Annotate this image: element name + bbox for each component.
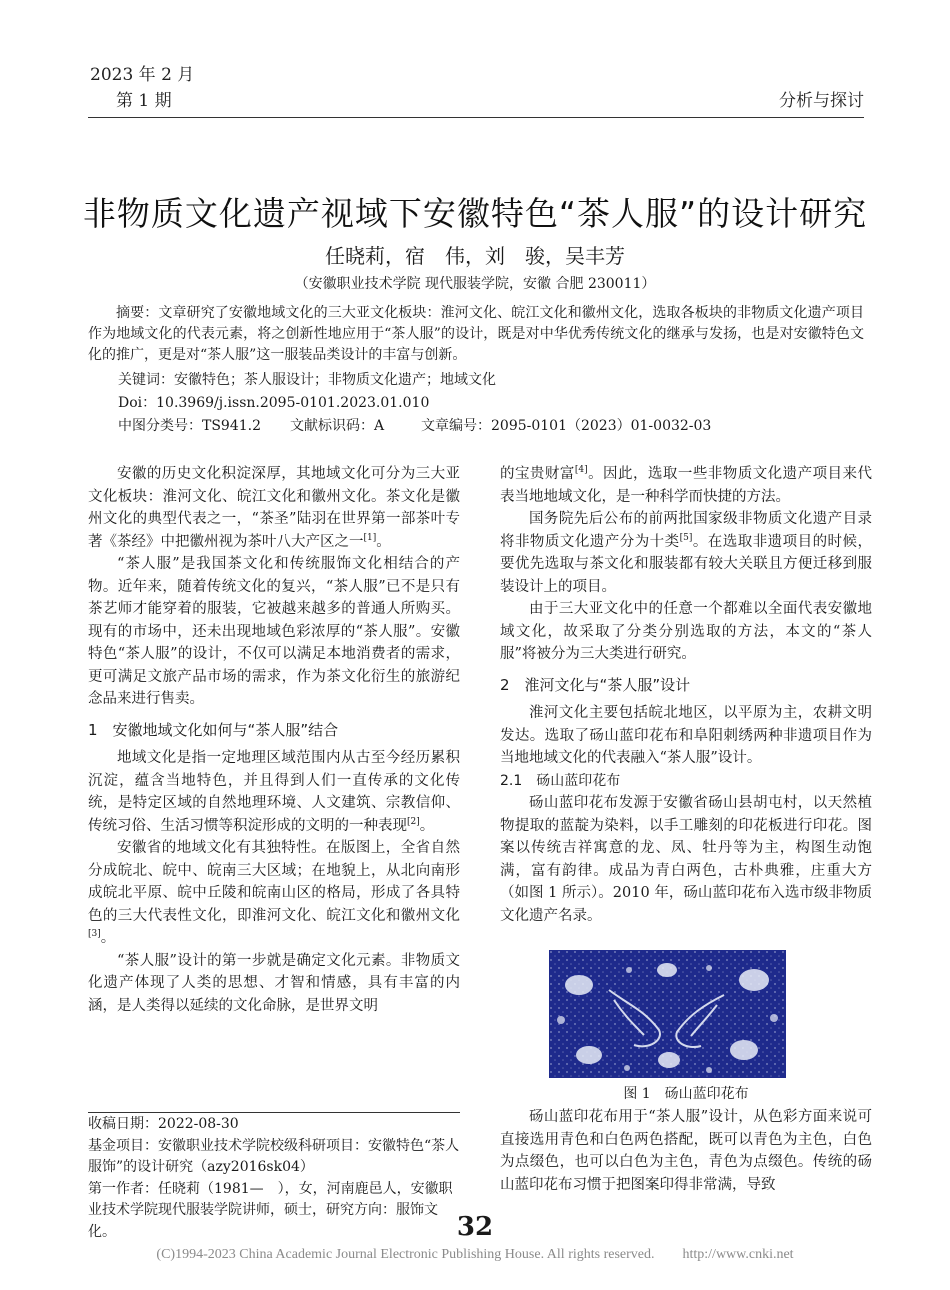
page-number: 32	[456, 1212, 494, 1242]
paragraph: 的宝贵财富[4]。因此，选取一些非物质文化遗产项目来代表当地地域文化，是一种科学而快捷的方法。	[500, 465, 872, 505]
fund-info: 基金项目：安徽职业技术学院校级科研项目：安徽特色“茶人服饰”的设计研究（azy2016sk04）	[88, 1137, 460, 1175]
paragraph: 淮河文化主要包括皖北地区，以平原为主，农耕文明发达。选取了砀山蓝印花布和阜阳刺绣两种非遗项目作为当地地域文化的代表融入“茶人服”设计。	[500, 705, 872, 766]
issue-date: 2023 年 2 月	[90, 65, 195, 85]
left-column	[88, 463, 460, 1017]
article-number: 文章编号：2095-0101（2023）01-0032-03	[421, 418, 712, 434]
author-list: 任晓莉，宿 伟，刘 骏，吴丰芳	[325, 244, 625, 268]
abstract	[88, 303, 864, 366]
section-heading-1: 1 安徽地域文化如何与“茶人服”结合	[88, 720, 339, 739]
paragraph: 地域文化是指一定地理区域范围内从古至今经历累积沉淀，蕴含当地特色，并且得到人们一直传承的文化传统，是特定区域的自然地理环境、人文建筑、宗教信仰、传统习俗、生活习惯等积淀形成的文明的一种表现[2]。	[88, 750, 460, 834]
header-rule	[88, 117, 864, 118]
flower-motif	[658, 1052, 680, 1068]
figure-caption: 图 1 砀山蓝印花布	[623, 1086, 749, 1102]
abstract-text: 摘要：文章研究了安徽地域文化的三大亚文化板块：淮河文化、皖江文化和徽州文化，选取各板块的非物质文化遗产项目作为地域文化的代表元素，将之创新性地应用于“茶人服”的设计，既是对中华优秀传统文化的继承与发扬，也是对安徽特色文化的推广，更是对“茶人服”这一服装品类设计的丰富与创新。	[88, 305, 864, 363]
footnote-rule	[88, 1112, 460, 1113]
document-code: 文献标识码：A	[290, 418, 385, 434]
clc-number: 中图分类号：TS941.2	[118, 418, 262, 434]
paragraph: 安徽省的地域文化有其独特性。在版图上，全省自然分成皖北、皖中、皖南三大区域；在地貌上，从北向南形成皖北平原、皖中丘陵和皖南山区的格局，形成了各具特色的三大代表性文化，即淮河文化、皖江文化和徽州文化[3]。	[88, 840, 460, 946]
paragraph: 砀山蓝印花布发源于安徽省砀山县胡屯村，以天然植物提取的蓝靛为染料，以手工雕刻的印花板进行印花。图案以传统吉祥寓意的龙、凤、牡丹等为主，构图生动饱满，富有韵律。成品为青白两色，古朴典雅，庄重大方（如图 1 所示）。2010 年，砀山蓝印花布入选市级非物质文化遗产名录。	[500, 795, 872, 924]
section-heading-2: 2 淮河文化与“茶人服”设计	[500, 675, 691, 694]
author-info: 第一作者：任晓莉（1981— ），女，河南鹿邑人，安徽职业技术学院现代服装学院讲师，硕士，研究方向：服饰文化。	[88, 1180, 453, 1240]
paragraph: 安徽的历史文化积淀深厚，其地域文化可分为三大亚文化板块：淮河文化、皖江文化和徽州文化。茶文化是徽州文化的典型代表之一，“茶圣”陆羽在世界第一部茶叶专著《茶经》中把徽州视为茶叶八大产区之一[1]。	[88, 466, 460, 550]
copyright-notice: (C)1994-2023 China Academic Journal Electronic Publishing House. All rights reserved. http://www.cnki.net	[156, 1247, 794, 1262]
received-date: 收稿日期：2022-08-30	[88, 1116, 239, 1132]
blue-print-cloth-figure	[549, 950, 786, 1078]
affiliation: （安徽职业技术学院 现代服装学院，安徽 合肥 230011）	[294, 276, 656, 292]
flower-motif	[657, 963, 677, 977]
paper-title: 非物质文化遗产视域下安徽特色“茶人服”的设计研究	[82, 194, 868, 233]
flower-motif	[730, 1040, 758, 1060]
paragraph: “茶人服”设计的第一步就是确定文化元素。非物质文化遗产体现了人类的思想、才智和情感，具有丰富的内涵，是人类得以延续的文化命脉，是世界文明	[88, 952, 460, 1014]
doi: Doi：10.3969/j.issn.2095-0101.2023.01.010	[118, 395, 430, 411]
paragraph: 砀山蓝印花布用于“茶人服”设计，从色彩方面来说可直接选用青色和白色两色搭配，既可以青色为主色，白色为点缀色，也可以白色为主色，青色为点缀色。传统的砀山蓝印花布习惯于把图案印得非常满，导致	[500, 1109, 872, 1193]
flower-motif	[739, 969, 769, 991]
paragraph: 国务院先后公布的前两批国家级非物质文化遗产目录将非物质文化遗产分为十类[5]。在选取非遗项目的时候，要优先选取与茶文化和服装都有较大关联且方便迁移到服装设计上的项目。	[500, 511, 872, 595]
right-column-continued	[500, 1106, 872, 1196]
paragraph: “茶人服”是我国茶文化和传统服饰文化相结合的产物。近年来，随着传统文化的复兴，“茶人服”已不是只有茶艺师才能穿着的服装，它被越来越多的普通人所购买。现有的市场中，还未出现地域色彩浓厚的“茶人服”。安徽特色“茶人服”的设计，不仅可以满足本地消费者的需求，更可满足文旅产品市场的需求，作为茶文化衍生的旅游纪念品来进行售卖。	[88, 556, 460, 707]
section-label: 分析与探讨	[779, 91, 864, 111]
keywords: 关键词：安徽特色；茶人服设计；非物质文化遗产；地域文化	[118, 372, 496, 388]
flower-motif	[565, 975, 593, 995]
paragraph: 由于三大亚文化中的任意一个都难以全面代表安徽地域文化，故采取了分类分别选取的方法，本文的“茶人服”将被分为三大类进行研究。	[500, 601, 872, 662]
flower-motif	[576, 1046, 602, 1064]
subsection-heading-2-1: 2.1 砀山蓝印花布	[500, 772, 621, 789]
issue-number: 第 1 期	[116, 91, 172, 111]
right-column	[500, 463, 872, 927]
